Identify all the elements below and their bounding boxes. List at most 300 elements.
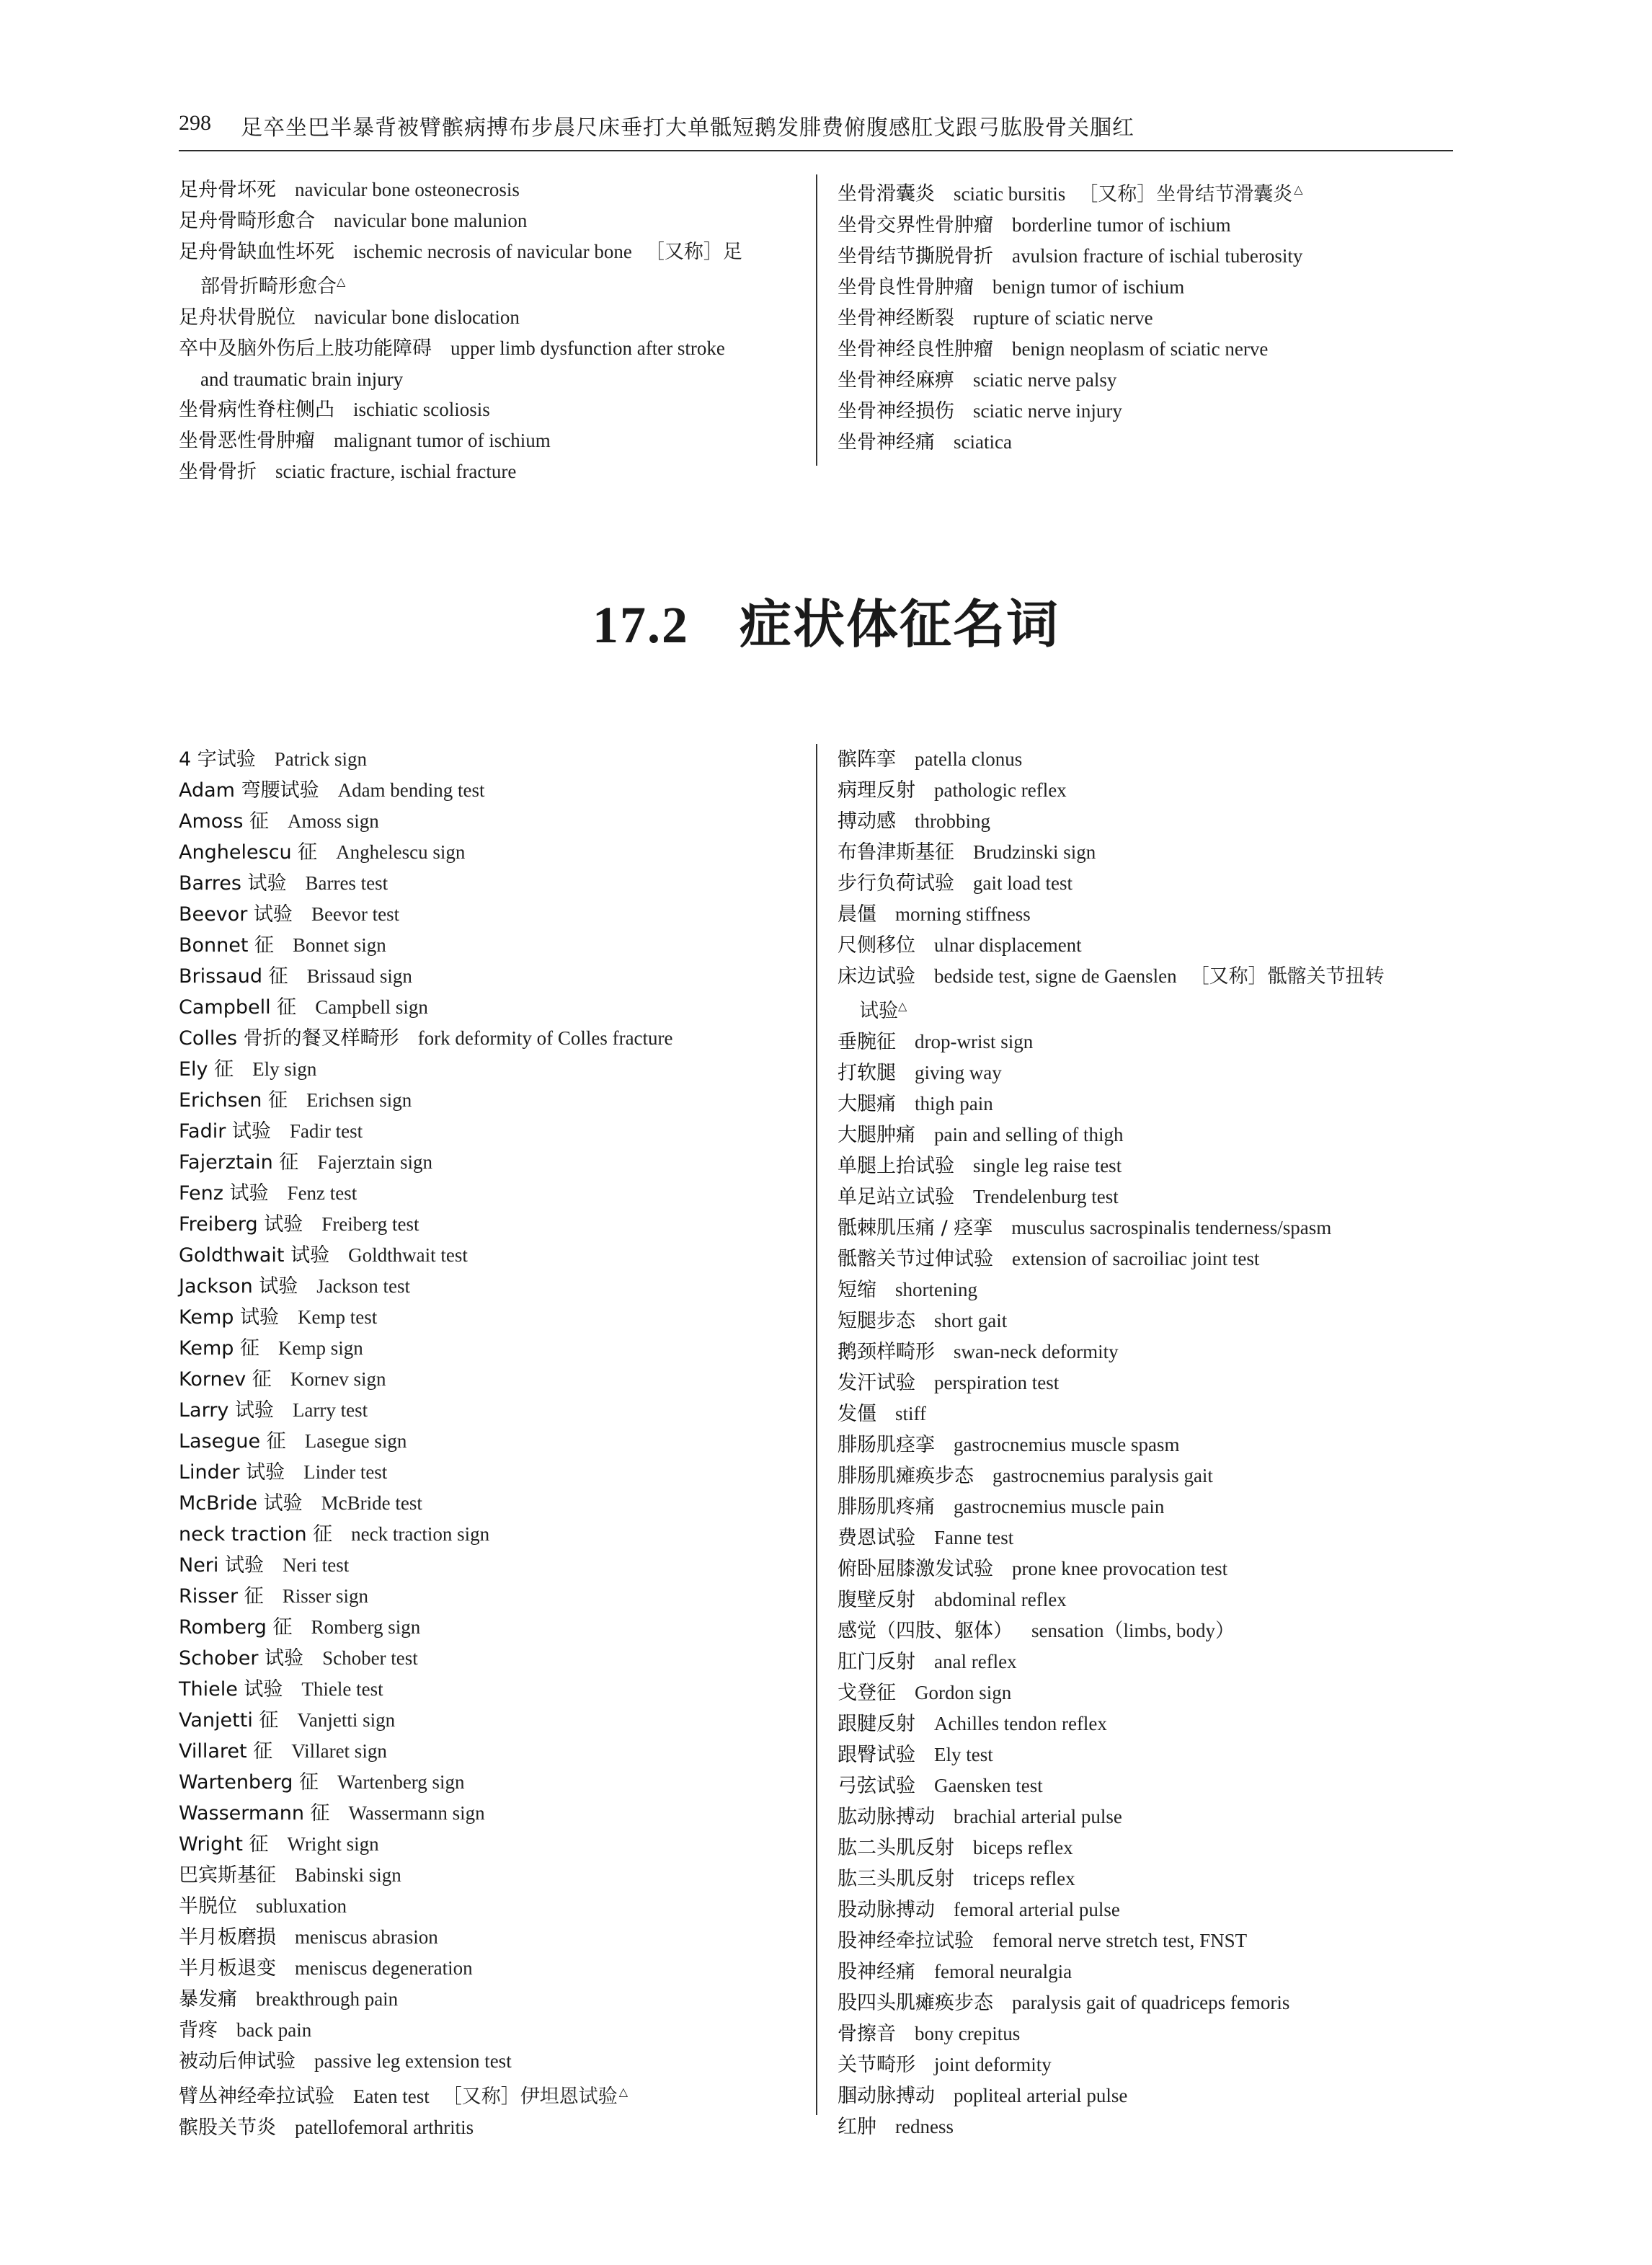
glossary-entry: [838, 1430, 1457, 1460]
term-chinese: 红肿: [838, 2116, 876, 2138]
glossary-entry: [838, 2111, 1457, 2142]
term-english: gastrocnemius muscle pain: [954, 1496, 1165, 1517]
term-english: bony crepitus: [915, 2023, 1021, 2044]
term-english: Patrick sign: [274, 748, 368, 770]
term-english: Fenz test: [287, 1182, 358, 1204]
term-chinese: Wassermann 征: [179, 1802, 330, 1825]
glossary-entry: [838, 1491, 1457, 1522]
term-english: navicular bone dislocation: [314, 306, 520, 328]
glossary-entry: [838, 1584, 1457, 1615]
glossary-entry: [179, 425, 813, 456]
term-chinese: Villaret 征: [179, 1740, 273, 1763]
term-english-continued: and traumatic brain injury: [200, 368, 404, 390]
glossary-entry: [179, 806, 813, 837]
glossary-entry: [838, 1832, 1457, 1863]
glossary-entry: [838, 1553, 1457, 1584]
term-chinese: Bonnet 征: [179, 934, 275, 957]
term-chinese: 感觉（四肢、躯体）: [838, 1620, 1013, 1642]
term-english: gait load test: [973, 872, 1073, 894]
term-chinese: 坐骨神经断裂: [838, 306, 954, 329]
term-chinese: Brissaud 征: [179, 965, 288, 988]
term-chinese: 尺侧移位: [838, 934, 915, 957]
term-chinese: Erichsen 征: [179, 1089, 288, 1112]
term-chinese: Barres 试验: [179, 872, 287, 895]
term-english: Ely sign: [252, 1058, 317, 1080]
term-english: Wartenberg sign: [337, 1771, 465, 1793]
term-chinese: 短缩: [838, 1279, 876, 1301]
term-english: Bonnet sign: [293, 934, 386, 956]
term-chinese: 足舟状骨脱位: [179, 306, 296, 329]
term-chinese: 骶棘肌压痛 / 痉挛: [838, 1217, 993, 1239]
term-chinese: 腓肠肌痉挛: [838, 1434, 935, 1456]
term-english: Freiberg test: [321, 1213, 419, 1235]
glossary-entry: [838, 1739, 1457, 1770]
term-alias-continued: [179, 267, 813, 302]
term-chinese: 肱二头肌反射: [838, 1837, 954, 1859]
term-english: rupture of sciatic nerve: [973, 306, 1153, 329]
term-chinese: 腹壁反射: [838, 1589, 915, 1611]
term-english: Kemp test: [298, 1306, 378, 1328]
glossary-entry: [838, 1089, 1457, 1120]
term-chinese: 病理反射: [838, 779, 915, 802]
term-chinese: Fenz 试验: [179, 1182, 269, 1205]
term-english: single leg raise test: [973, 1155, 1122, 1176]
term-chinese: Larry 试验: [179, 1399, 274, 1422]
term-chinese: 肱动脉搏动: [838, 1806, 935, 1828]
term-chinese: 鹅颈样畸形: [838, 1341, 935, 1363]
glossary-entry: [179, 2077, 813, 2112]
term-english: sciatic nerve palsy: [973, 368, 1117, 391]
term-english: Neri test: [283, 1554, 350, 1576]
term-chinese: 4 字试验: [179, 748, 256, 771]
glossary-entry: [179, 1984, 813, 2015]
term-english: borderline tumor of ischium: [1012, 213, 1231, 236]
term-english: Kemp sign: [278, 1337, 363, 1359]
glossary-entry: [838, 1306, 1457, 1337]
term-chinese: Neri 试验: [179, 1554, 264, 1577]
term-chinese: 腓肠肌瘫痪步态: [838, 1465, 974, 1487]
term-english: meniscus abrasion: [295, 1926, 438, 1948]
term-chinese: 足舟骨坏死: [179, 179, 276, 201]
term-chinese: Thiele 试验: [179, 1678, 283, 1701]
column-divider-bottom: [816, 744, 817, 2115]
term-english: Brissaud sign: [306, 965, 412, 987]
term-alias: ［又称］伊坦恩试验: [442, 2085, 618, 2107]
glossary-entry: [179, 899, 813, 930]
term-chinese: 弓弦试验: [838, 1775, 915, 1797]
glossary-entry: [179, 1457, 813, 1488]
glossary-entry: [838, 365, 1457, 396]
term-english: sciatic fracture, ischial fracture: [275, 461, 517, 482]
term-english: Ely test: [934, 1744, 993, 1765]
glossary-entry: [179, 1829, 813, 1860]
glossary-entry: [838, 1863, 1457, 1894]
term-chinese: 卒中及脑外伤后上肢功能障碍: [179, 337, 432, 360]
term-chinese: Romberg 征: [179, 1616, 293, 1639]
term-english: McBride test: [321, 1492, 422, 1514]
glossary-entry: [179, 236, 813, 267]
term-english: Campbell sign: [315, 996, 428, 1018]
term-english: pathologic reflex: [934, 779, 1067, 801]
term-english: Achilles tendon reflex: [934, 1713, 1107, 1734]
section-heading: [0, 582, 1652, 657]
term-english: bedside test, signe de Gaenslen: [934, 965, 1177, 987]
term-chinese: 肛门反射: [838, 1651, 915, 1673]
term-english: Anghelescu sign: [336, 841, 466, 863]
term-english: triceps reflex: [973, 1868, 1075, 1889]
glossary-entry: [838, 174, 1457, 210]
bottom-right-column: [838, 744, 1457, 2142]
term-english: meniscus degeneration: [295, 1957, 473, 1979]
term-chinese: 床边试验: [838, 965, 915, 988]
term-chinese: 被动后伸试验: [179, 2050, 296, 2073]
glossary-entry: [179, 456, 813, 487]
glossary-entry: [179, 394, 813, 425]
term-alias: ［又称］坐骨结节滑囊炎: [1078, 182, 1293, 205]
term-english: femoral nerve stretch test, FNST: [992, 1930, 1248, 1951]
top-left-column: [179, 174, 813, 487]
term-chinese: Kornev 征: [179, 1368, 272, 1391]
alias-continuation: 部骨折畸形愈合: [200, 275, 337, 298]
term-english: redness: [895, 2116, 954, 2137]
term-english: paralysis gait of quadriceps femoris: [1012, 1992, 1290, 2013]
term-english: Risser sign: [282, 1585, 368, 1607]
top-right-column: [838, 174, 1457, 458]
glossary-entry: [838, 2049, 1457, 2080]
term-english: Fadir test: [289, 1120, 363, 1142]
term-english: anal reflex: [934, 1651, 1017, 1672]
glossary-entry: [838, 961, 1457, 992]
term-chinese: 背疼: [179, 2019, 218, 2042]
term-english: Gaensken test: [934, 1775, 1043, 1796]
term-english: Fanne test: [934, 1527, 1014, 1548]
term-english: back pain: [236, 2019, 312, 2041]
term-english: Trendelenburg test: [973, 1186, 1119, 1207]
term-english: sciatica: [954, 430, 1012, 453]
term-chinese: Vanjetti 征: [179, 1709, 279, 1732]
term-chinese: Kemp 试验: [179, 1306, 279, 1329]
term-chinese: 股四头肌瘫痪步态: [838, 1992, 993, 2014]
term-chinese: 坐骨神经麻痹: [838, 368, 954, 391]
term-chinese: 股神经牵拉试验: [838, 1930, 974, 1952]
glossary-entry: [838, 427, 1457, 458]
glossary-entry: [179, 1891, 813, 1922]
page-number: 298: [179, 111, 211, 135]
glossary-entry: [838, 1120, 1457, 1151]
term-chinese: 布鲁津斯基征: [838, 841, 954, 864]
term-english: ischiatic scoliosis: [353, 399, 490, 420]
term-english: avulsion fracture of ischial tuberosity: [1012, 244, 1303, 267]
glossary-entry: [838, 2018, 1457, 2049]
glossary-entry: [179, 1860, 813, 1891]
glossary-entry: [179, 837, 813, 868]
term-chinese: Fadir 试验: [179, 1120, 271, 1143]
glossary-entry: [179, 1488, 813, 1519]
glossary-entry: [179, 1240, 813, 1271]
triangle-mark: △: [1294, 182, 1303, 196]
glossary-entry: [179, 1612, 813, 1643]
term-english: subluxation: [256, 1895, 347, 1917]
term-chinese: Lasegue 征: [179, 1430, 286, 1453]
glossary-entry: [838, 334, 1457, 365]
term-english: swan-neck deformity: [954, 1341, 1119, 1362]
glossary-entry: [179, 1705, 813, 1736]
term-chinese: 足舟骨畸形愈合: [179, 210, 315, 232]
term-english: thigh pain: [915, 1093, 993, 1114]
term-chinese: Ely 征: [179, 1058, 234, 1081]
term-english: Wassermann sign: [348, 1802, 485, 1824]
glossary-entry: [838, 1522, 1457, 1553]
glossary-entry: [179, 1922, 813, 1953]
glossary-entry: [838, 775, 1457, 806]
glossary-entry: [179, 1085, 813, 1116]
glossary-entry: [179, 1798, 813, 1829]
term-chinese: 骶髂关节过伸试验: [838, 1248, 993, 1270]
triangle-mark: △: [337, 276, 346, 288]
term-chinese: 跟腱反射: [838, 1713, 915, 1735]
term-chinese: 坐骨病性脊柱侧凸: [179, 399, 334, 421]
term-english: Schober test: [322, 1647, 418, 1669]
term-english: stiff: [895, 1403, 927, 1424]
term-english: biceps reflex: [973, 1837, 1073, 1858]
term-chinese: 跟臀试验: [838, 1744, 915, 1766]
glossary-entry: [179, 1302, 813, 1333]
term-chinese: Freiberg 试验: [179, 1213, 303, 1236]
glossary-entry: [838, 1460, 1457, 1491]
term-chinese: McBride 试验: [179, 1492, 303, 1515]
glossary-entry: [179, 1581, 813, 1612]
term-english: fork deformity of Colles fracture: [417, 1027, 673, 1049]
glossary-entry: [838, 1956, 1457, 1987]
glossary-entry: [838, 1646, 1457, 1677]
glossary-entry: [838, 1801, 1457, 1832]
term-chinese: 短腿步态: [838, 1310, 915, 1332]
glossary-entry: [179, 1674, 813, 1705]
term-chinese: 股动脉搏动: [838, 1899, 935, 1921]
term-english: Eaten test: [353, 2085, 430, 2107]
term-chinese: 半月板退变: [179, 1957, 276, 1980]
term-english: Jackson test: [316, 1275, 411, 1297]
term-english: pain and selling of thigh: [934, 1124, 1124, 1145]
term-chinese: Campbell 征: [179, 996, 297, 1019]
term-english: musculus sacrospinalis tenderness/spasm: [1011, 1217, 1332, 1238]
glossary-entry: [838, 241, 1457, 272]
glossary-entry: [179, 1550, 813, 1581]
section-number: 17.2: [592, 596, 689, 654]
glossary-entry: [179, 1054, 813, 1085]
term-english: neck traction sign: [351, 1523, 490, 1545]
term-chinese: 打软腿: [838, 1062, 896, 1084]
term-english: Larry test: [292, 1399, 368, 1421]
term-chinese: 坐骨结节撕脱骨折: [838, 244, 993, 267]
term-chinese: Goldthwait 试验: [179, 1244, 330, 1267]
glossary-entry: [838, 1770, 1457, 1801]
glossary-entry: [179, 2015, 813, 2046]
term-chinese: 半月板磨损: [179, 1926, 276, 1949]
term-english: patellofemoral arthritis: [295, 2116, 474, 2138]
term-english: malignant tumor of ischium: [334, 430, 551, 451]
term-english: navicular bone malunion: [334, 210, 528, 231]
glossary-entry: [179, 1426, 813, 1457]
term-english: giving way: [915, 1062, 1002, 1083]
term-chinese: 坐骨神经良性肿瘤: [838, 337, 993, 360]
glossary-entry: [179, 2112, 813, 2143]
term-chinese: 俯卧屈膝激发试验: [838, 1558, 993, 1580]
glossary-entry: [838, 1925, 1457, 1956]
term-english: Adam bending test: [337, 779, 485, 801]
term-chinese: 坐骨交界性骨肿瘤: [838, 213, 993, 236]
glossary-entry: [838, 837, 1457, 868]
term-english: breakthrough pain: [256, 1988, 399, 2010]
triangle-mark: △: [618, 2085, 629, 2098]
term-chinese: 单足站立试验: [838, 1186, 954, 1208]
term-chinese: Wright 征: [179, 1833, 269, 1856]
term-english: Fajerztain sign: [317, 1151, 433, 1173]
term-chinese: 戈登征: [838, 1682, 896, 1704]
glossary-entry: [179, 1519, 813, 1550]
running-header: [179, 107, 1453, 151]
term-english: joint deformity: [934, 2054, 1052, 2075]
glossary-entry: [838, 868, 1457, 899]
term-english: Linder test: [303, 1461, 388, 1483]
glossary-entry: [179, 205, 813, 236]
term-chinese: Schober 试验: [179, 1647, 304, 1670]
term-chinese: 坐骨神经痛: [838, 430, 935, 453]
term-chinese: 关节畸形: [838, 2054, 915, 2076]
term-english: Beevor test: [311, 903, 400, 925]
term-chinese: 足舟骨缺血性坏死: [179, 241, 334, 263]
glossary-entry: [838, 1399, 1457, 1430]
glossary-entry: [179, 1767, 813, 1798]
term-english: perspiration test: [934, 1372, 1060, 1393]
glossary-entry: [179, 1953, 813, 1984]
term-chinese: 腓肠肌疼痛: [838, 1496, 935, 1518]
term-english: morning stiffness: [895, 903, 1031, 925]
glossary-entry: [179, 1023, 813, 1054]
term-english: Goldthwait test: [348, 1244, 468, 1266]
term-english: Gordon sign: [915, 1682, 1012, 1703]
bottom-left-column: [179, 744, 813, 2143]
term-english: Villaret sign: [291, 1740, 387, 1762]
term-english: sensation（limbs, body）: [1031, 1620, 1235, 1641]
glossary-entry: [838, 1708, 1457, 1739]
glossary-entry: [838, 806, 1457, 837]
glossary-entry: [838, 303, 1457, 334]
header-index-chars: 足卒坐巴半暴背被臂髌病搏布步晨尺床垂打大单骶短鹅发腓费俯腹感肛戈跟弓肱股骨关腘红: [241, 115, 1134, 141]
term-chinese: 垂腕征: [838, 1031, 896, 1053]
term-chinese: 骨擦音: [838, 2023, 896, 2045]
term-chinese: 腘动脉搏动: [838, 2085, 935, 2107]
term-english: short gait: [934, 1310, 1008, 1331]
term-chinese: Wartenberg 征: [179, 1771, 319, 1794]
term-chinese: Jackson 试验: [179, 1275, 298, 1298]
term-english: femoral arterial pulse: [954, 1899, 1120, 1920]
term-english: ischemic necrosis of navicular bone: [353, 241, 632, 262]
term-english: prone knee provocation test: [1012, 1558, 1228, 1579]
term-alias-continued: [838, 992, 1457, 1027]
term-english: Lasegue sign: [304, 1430, 407, 1452]
term-chinese: 巴宾斯基征: [179, 1864, 276, 1887]
term-english: sciatic bursitis: [954, 182, 1066, 205]
term-chinese: 臂丛神经牵拉试验: [179, 2085, 334, 2108]
term-english: Thiele test: [301, 1678, 383, 1700]
term-english: navicular bone osteonecrosis: [295, 179, 520, 200]
term-english: Barres test: [305, 872, 388, 894]
term-chinese: 坐骨骨折: [179, 461, 257, 483]
term-english: shortening: [895, 1279, 977, 1300]
glossary-entry: [838, 396, 1457, 427]
term-english: femoral neuralgia: [934, 1961, 1073, 1982]
term-chinese: 暴发痛: [179, 1988, 237, 2011]
glossary-entry: [838, 1677, 1457, 1708]
term-english: abdominal reflex: [934, 1589, 1067, 1610]
term-english: Brudzinski sign: [973, 841, 1096, 863]
glossary-entry: [179, 1364, 813, 1395]
term-english: Babinski sign: [295, 1864, 401, 1886]
term-english: gastrocnemius muscle spasm: [954, 1434, 1180, 1455]
term-chinese: 股神经痛: [838, 1961, 915, 1983]
term-english: brachial arterial pulse: [954, 1806, 1122, 1827]
glossary-entry: [179, 930, 813, 961]
glossary-entry: [179, 174, 813, 205]
term-chinese: 大腿肿痛: [838, 1124, 915, 1146]
alias-continuation: 试验: [859, 1000, 898, 1022]
glossary-entry: [838, 1894, 1457, 1925]
glossary-entry: [179, 2046, 813, 2077]
term-english: ulnar displacement: [934, 934, 1082, 956]
term-english: Erichsen sign: [306, 1089, 412, 1111]
term-chinese: 坐骨滑囊炎: [838, 182, 935, 205]
term-chinese: 肱三头肌反射: [838, 1868, 954, 1890]
term-chinese: 费恩试验: [838, 1527, 915, 1549]
glossary-entry: [179, 1333, 813, 1364]
term-english: popliteal arterial pulse: [954, 2085, 1128, 2106]
section-title: 症状体征名词: [739, 593, 1060, 655]
term-chinese: Linder 试验: [179, 1461, 285, 1484]
glossary-entry: [838, 1058, 1457, 1089]
glossary-entry: [179, 961, 813, 992]
glossary-entry: [838, 1615, 1457, 1646]
glossary-entry: [838, 1368, 1457, 1399]
glossary-entry: [179, 744, 813, 775]
term-english: benign tumor of ischium: [992, 275, 1185, 298]
term-chinese: 半脱位: [179, 1895, 237, 1918]
glossary-entry: [179, 992, 813, 1023]
glossary-entry: [838, 1213, 1457, 1244]
term-chinese: Anghelescu 征: [179, 841, 318, 864]
term-english: patella clonus: [915, 748, 1023, 770]
glossary-entry: [838, 1182, 1457, 1213]
triangle-mark: △: [898, 1001, 907, 1013]
glossary-entry: [179, 1178, 813, 1209]
glossary-entry: [179, 333, 813, 364]
term-english: drop-wrist sign: [915, 1031, 1034, 1052]
glossary-entry: [179, 1736, 813, 1767]
term-english: Wright sign: [287, 1833, 379, 1855]
glossary-entry: [179, 1209, 813, 1240]
term-chinese: 搏动感: [838, 810, 896, 833]
term-chinese: 髌股关节炎: [179, 2116, 276, 2139]
term-chinese: neck traction 征: [179, 1523, 333, 1546]
term-english: Romberg sign: [311, 1616, 421, 1638]
term-chinese: 步行负荷试验: [838, 872, 954, 895]
term-chinese: Amoss 征: [179, 810, 270, 833]
term-chinese: 坐骨良性骨肿瘤: [838, 275, 974, 298]
glossary-entry: [838, 744, 1457, 775]
glossary-entry: [838, 1244, 1457, 1275]
term-chinese: Risser 征: [179, 1585, 264, 1608]
term-chinese: 大腿痛: [838, 1093, 896, 1115]
